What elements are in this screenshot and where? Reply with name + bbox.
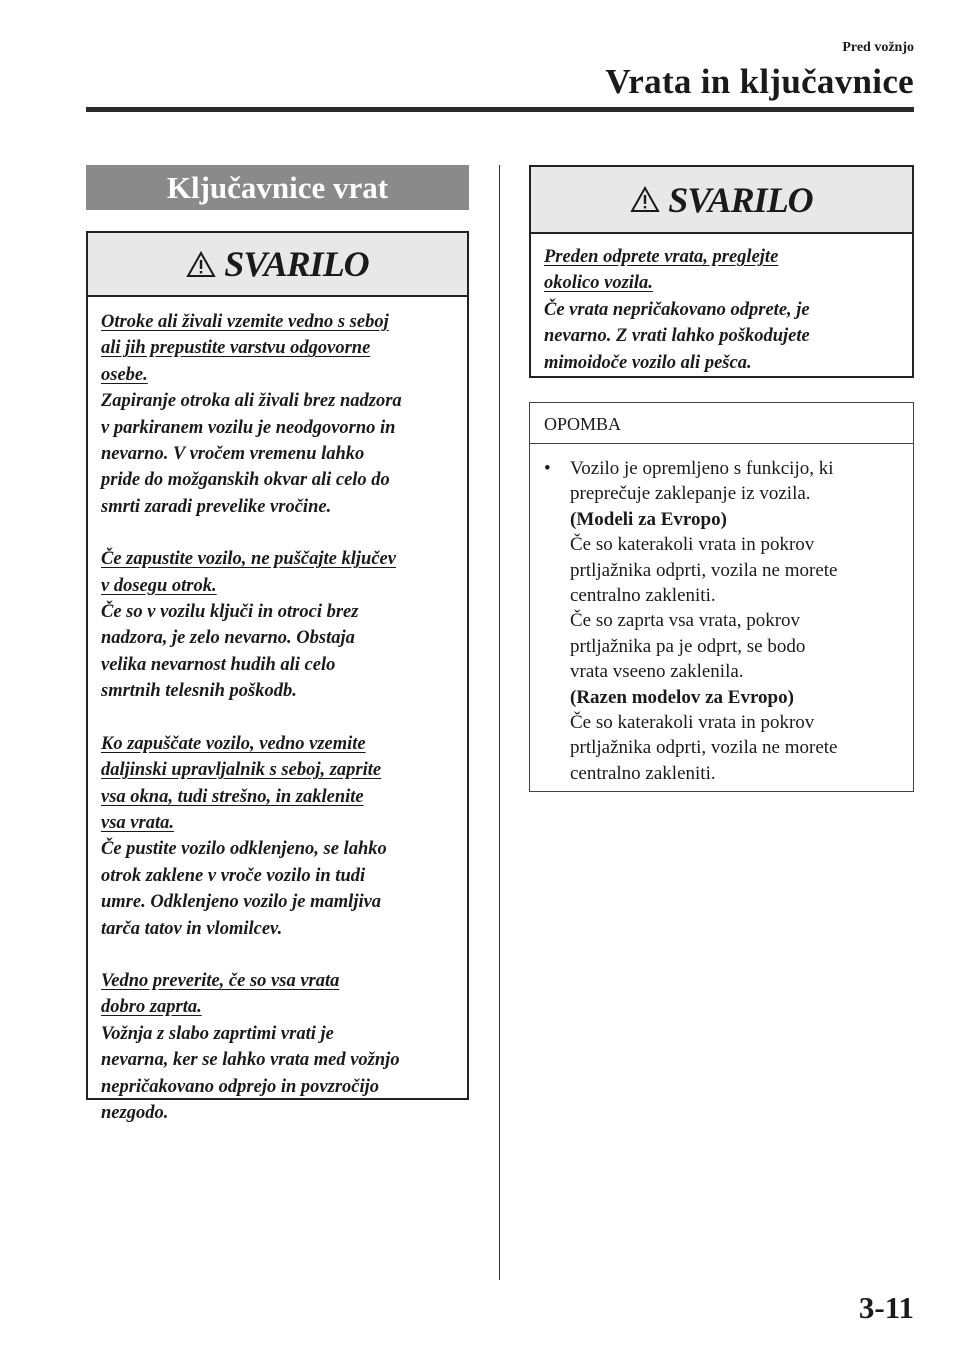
note-line: vrata vseeno zaklenila. [570,661,744,683]
warning-text-line: tarča tatov in vlomilcev. [101,918,283,939]
warning-text-line: nepričakovano odprejo in povzročijo [101,1076,380,1097]
note-line: Vozilo je opremljeno s funkcijo, ki [570,458,834,479]
warning-text-line: Če so v vozilu ključi in otroci brez [101,602,359,623]
warning-text-line: nevarna, ker se lahko vrata med vožnjo [101,1050,400,1071]
warning-heading-line: Otroke ali živali vzemite vedno s seboj [101,312,389,332]
note-line: Če so zaprta vsa vrata, pokrov [570,610,801,632]
warning-paragraph [101,309,455,520]
warning-text-line: nezgodo. [101,1102,169,1123]
note-line: prtljažnika pa je odprt, se bodo [570,635,806,657]
note-line: centralno zakleniti. [570,762,716,784]
warning-body [88,297,467,1126]
column-divider [499,165,500,1280]
warning-paragraph [101,731,455,942]
warning-text-line: velika nevarnost hudih ali celo [101,654,336,675]
note-line: Če so katerakoli vrata in pokrov [570,712,815,734]
warning-heading-line: ali jih prepustite varstvu odgovorne [101,338,371,359]
warning-heading-line: Ko zapuščate vozilo, vedno vzemite [101,733,366,754]
warning-label: SVARILO [224,244,369,284]
note-body [530,444,913,786]
warning-heading-line: Če zapustite vozilo, ne puščajte ključev [101,549,396,570]
running-header-title: Vrata in ključavnice [605,62,914,101]
warning-text-line: smrtnih telesnih poškodb. [101,681,297,702]
warning-heading-line: vsa vrata. [101,812,174,833]
note-line: prtljažnika odprti, vozila ne morete [570,737,838,759]
warning-heading-line: osebe. [101,364,148,385]
warning-box-right [529,165,914,378]
warning-heading-line: vsa okna, tudi strešno, in zaklenite [101,786,364,807]
warning-heading-line: Preden odprete vrata, preglejte [544,247,779,267]
warning-text-line: nevarno. V vročem vremenu lahko [101,444,365,465]
warning-text-line: nadzora, je zelo nevarno. Obstaja [101,628,355,649]
header-rule [86,107,914,112]
note-line: Če so katerakoli vrata in pokrov [570,534,815,556]
warning-heading-line: okolico vozila. [544,273,653,294]
note-line: centralno zakleniti. [570,585,716,607]
warning-label: SVARILO [668,179,813,220]
note-subheading: (Razen modelov za Evropo) [570,686,794,708]
warning-triangle-icon [630,186,660,213]
warning-heading-line: daljinski upravljalnik s seboj, zaprite [101,760,382,781]
running-header-section: Pred vožnjo [842,40,914,55]
note-line: prtljažnika odprti, vozila ne morete [570,559,838,581]
warning-text-line: smrti zaradi prevelike vročine. [101,496,332,517]
warning-heading-line: v dosegu otrok. [101,575,217,596]
warning-text-line: nevarno. Z vrati lahko poškodujete [544,326,810,347]
warning-text-line: pride do možganskih okvar ali celo do [101,470,390,491]
warning-text-line: Vožnja z slabo zaprtimi vrati je [101,1023,334,1044]
warning-text-line: umre. Odklenjeno vozilo je mamljiva [101,892,382,913]
note-box [529,402,914,792]
warning-text-line: Zapiranje otroka ali živali brez nadzora [101,391,402,412]
warning-body [531,234,912,376]
page-number: 3-11 [858,1290,914,1325]
warning-text-line: Če pustite vozilo odklenjeno, se lahko [101,839,387,860]
warning-text-line: Če vrata nepričakovano odprete, je [544,299,810,320]
section-title: Ključavnice vrat [86,165,469,210]
warning-text-line: v parkiranem vozilu je neodgovorno in [101,417,396,438]
warning-text-line: mimoidoče vozilo ali pešca. [544,352,752,373]
warning-box-left [86,231,469,1123]
warning-header [531,167,912,234]
note-title: OPOMBA [530,403,913,444]
note-subheading: (Modeli za Evropo) [570,508,727,530]
warning-heading-line: Vedno preverite, če so vsa vrata [101,970,340,991]
warning-paragraph [101,968,455,1126]
warning-text-line: otrok zaklene v vroče vozilo in tudi [101,865,366,886]
note-line: preprečuje zaklepanje iz vozila. [570,483,811,505]
warning-paragraph [101,546,455,704]
warning-heading-line: dobro zaprta. [101,997,202,1018]
warning-triangle-icon [186,251,216,278]
warning-header [88,233,467,297]
bullet-icon: • [544,458,551,479]
